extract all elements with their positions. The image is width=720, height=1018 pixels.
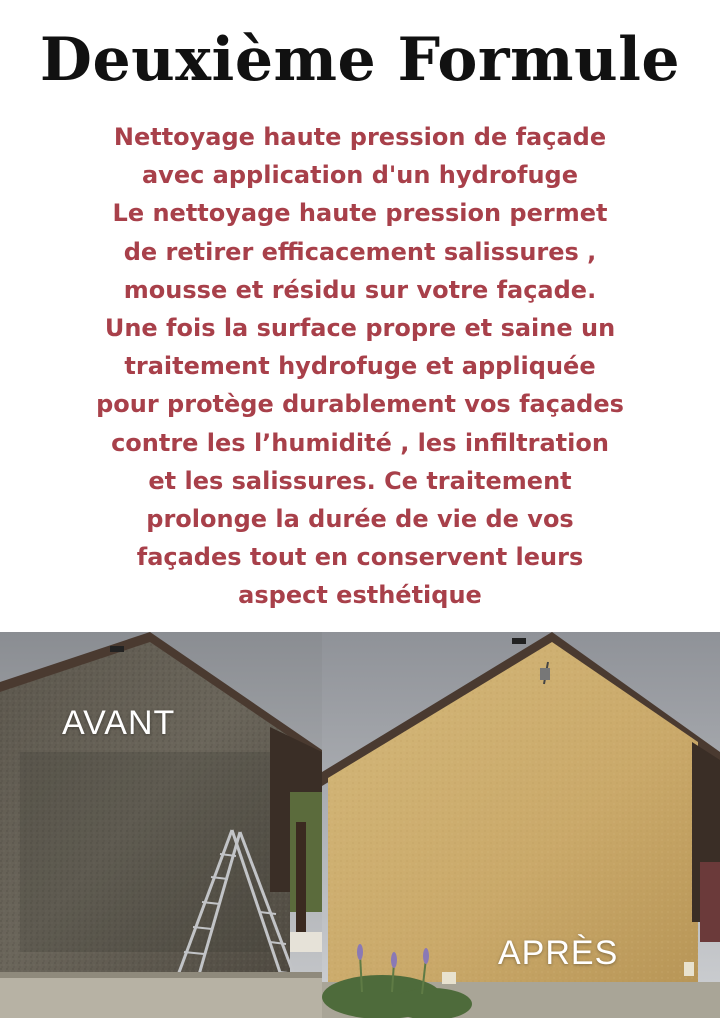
description-text [60, 118, 660, 615]
description-line: prolonge la durée de vie de vos [146, 505, 574, 534]
after-label: APRÈS [498, 934, 619, 972]
description-line: et les salissures. Ce traitement [148, 466, 572, 495]
after-photo [322, 632, 720, 1018]
description-line: Le nettoyage haute pression permet [112, 199, 608, 228]
description-line: aspect esthétique [238, 581, 482, 610]
description-line: pour protège durablement vos façades [96, 390, 624, 419]
before-label: AVANT [62, 704, 176, 742]
before-photo [0, 632, 322, 1018]
description-line: traitement hydrofuge et appliquée [124, 352, 596, 381]
description-line: contre les l’humidité , les infiltration [111, 428, 609, 457]
description-line: mousse et résidu sur votre façade. [123, 275, 597, 304]
description-line: Une fois la surface propre et saine un [104, 314, 616, 343]
description-line: avec application d'un hydrofuge [141, 161, 579, 190]
page-title: Deuxième Formule [39, 25, 681, 95]
description-line: façades tout en conservent leurs [136, 543, 584, 572]
description-line: Nettoyage haute pression de façade [113, 123, 607, 151]
description-line: de retirer efficacement salissures , [123, 237, 597, 266]
before-photo-illustration [0, 632, 322, 1018]
